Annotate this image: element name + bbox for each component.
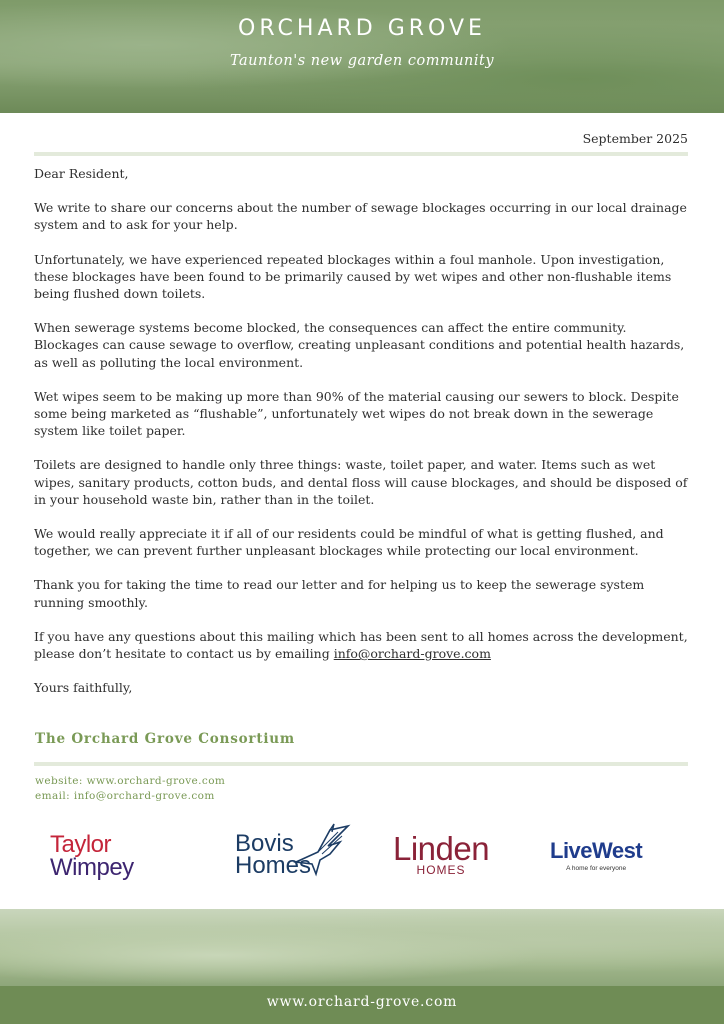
linden-logo-line2: HOMES: [416, 863, 466, 877]
letter-date: September 2025: [582, 131, 688, 146]
contact-email: email: info@orchard-grove.com: [35, 790, 215, 802]
bovis-logo-line2: Homes: [235, 852, 312, 879]
salutation: Dear Resident,: [34, 166, 129, 181]
paragraph: Thank you for taking the time to read our letter and for helping us to keep the sewerage system running smoothly.: [34, 577, 645, 610]
paragraph: [34, 628, 688, 662]
taylor-wimpey-logo-line1: Taylor: [50, 831, 112, 858]
email-link[interactable]: info@orchard-grove.com: [333, 646, 491, 662]
hummingbird-icon: [290, 822, 352, 880]
bovis-logo-line1: Bovis: [235, 830, 294, 857]
contact-website: website: www.orchard-grove.com: [35, 775, 226, 787]
closing: Yours faithfully,: [34, 680, 133, 696]
livewest-logo: [550, 840, 642, 872]
paragraph: Toilets are designed to handle only three things: waste, toilet paper, and water. Items such as wet wipes, sanitary products, cotton buds, and dental floss will cause blockages, and should be disposed of in your household waste bin, rather than in the toilet.: [34, 457, 688, 507]
footer-image: [0, 909, 724, 986]
livewest-logo-name: LiveWest: [550, 838, 643, 863]
linden-logo-line1: Linden: [393, 830, 490, 867]
paragraph: When sewerage systems become blocked, the consequences can affect the entire community. Blockages can cause sewage to overflow, creating unpleasant conditions and potential health hazards, as well as polluting the local environment.: [34, 320, 685, 370]
paragraph: Wet wipes seem to be making up more than 90% of the material causing our sewers to block. Despite some being marketed as “flushable”, unfortunately wet wipes do not break down in the sewerage system like toilet paper.: [34, 388, 679, 439]
paragraph: We would really appreciate it if all of our residents could be mindful of what is getting flushed, and together, we can prevent further unpleasant blockages while protecting our local environment.: [34, 526, 664, 559]
top-divider: [34, 152, 688, 156]
linden-homes-logo: [393, 832, 489, 877]
taylor-wimpey-logo-line2: Wimpey: [50, 854, 134, 881]
brand-tagline: Taunton's new garden community: [229, 53, 495, 69]
livewest-logo-tagline: A home for everyone: [566, 865, 627, 872]
bottom-divider: [34, 762, 688, 766]
header-banner: [0, 0, 724, 113]
letter-body: [34, 165, 688, 713]
signature: The Orchard Grove Consortium: [35, 731, 295, 747]
brand-title: ORCHARD GROVE: [238, 16, 486, 41]
contact-paragraph-text: If you have any questions about this mailing which has been sent to all homes across the development, please don’t hesitate to contact us by emailing: [34, 628, 688, 662]
paragraph: Unfortunately, we have experienced repeated blockages within a foul manhole. Upon investigation, these blockages have been found to be primarily caused by wet wipes and other non-flushable items being flushed down toilets.: [34, 251, 672, 302]
footer-url: www.orchard-grove.com: [266, 994, 458, 1010]
paragraph: We write to share our concerns about the number of sewage blockages occurring in our local drainage system and to ask for your help.: [34, 200, 687, 233]
taylor-wimpey-logo: [50, 833, 134, 879]
